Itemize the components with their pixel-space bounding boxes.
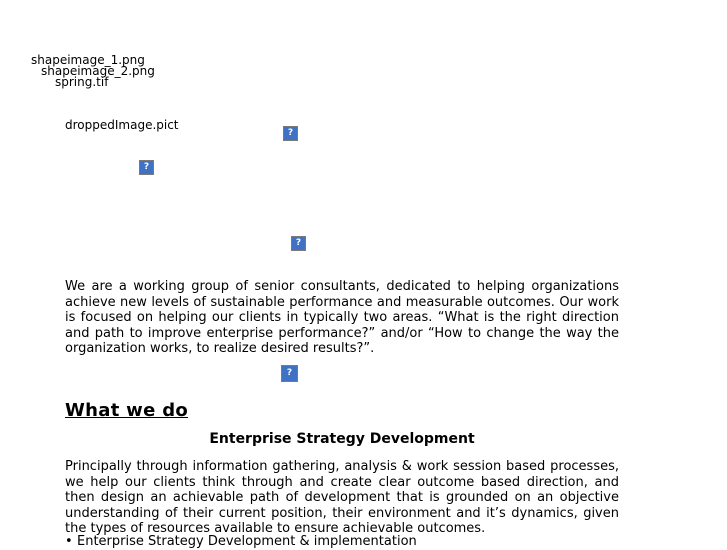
- list-item-label: Enterprise Strategy Development & implementation: [77, 534, 417, 549]
- broken-image-filename-shapeimage1: shapeimage_1.png: [31, 53, 145, 67]
- intro-paragraph: We are a working group of senior consultants, dedicated to helping organizations achieve new levels of sustainable performance and measurable outcomes. Our work is focused on helping our clients in typically two areas. “What is the right direction and path to improve enterprise performance?” and/or “How to change the way the organization works, to realize desired results?”.: [65, 279, 619, 356]
- section-heading-enterprise-strategy: Enterprise Strategy Development: [209, 430, 475, 447]
- missing-image-icon: ?: [139, 160, 154, 175]
- broken-image-filename-shapeimage2: shapeimage_2.png: [41, 64, 155, 78]
- principally-paragraph: Principally through information gathering, analysis & work session based processes, we help our clients think through and create clear outcome based direction, and then design an achievable path of development that is grounded on an objective understanding of their current position, their environment and it’s dynamics, given the types of resources available to ensure achievable outcomes.: [65, 459, 619, 536]
- broken-image-filename-droppedimage: droppedImage.pict: [65, 118, 179, 132]
- missing-image-icon: ?: [291, 236, 306, 251]
- list-item: [65, 534, 619, 550]
- bullet-marker-icon: •: [65, 534, 73, 549]
- missing-image-icon: ?: [283, 126, 298, 141]
- broken-image-filename-spring: spring.tif: [55, 75, 109, 89]
- page-title-what-we-do: What we do: [65, 400, 189, 422]
- missing-image-icon: ?: [281, 365, 298, 382]
